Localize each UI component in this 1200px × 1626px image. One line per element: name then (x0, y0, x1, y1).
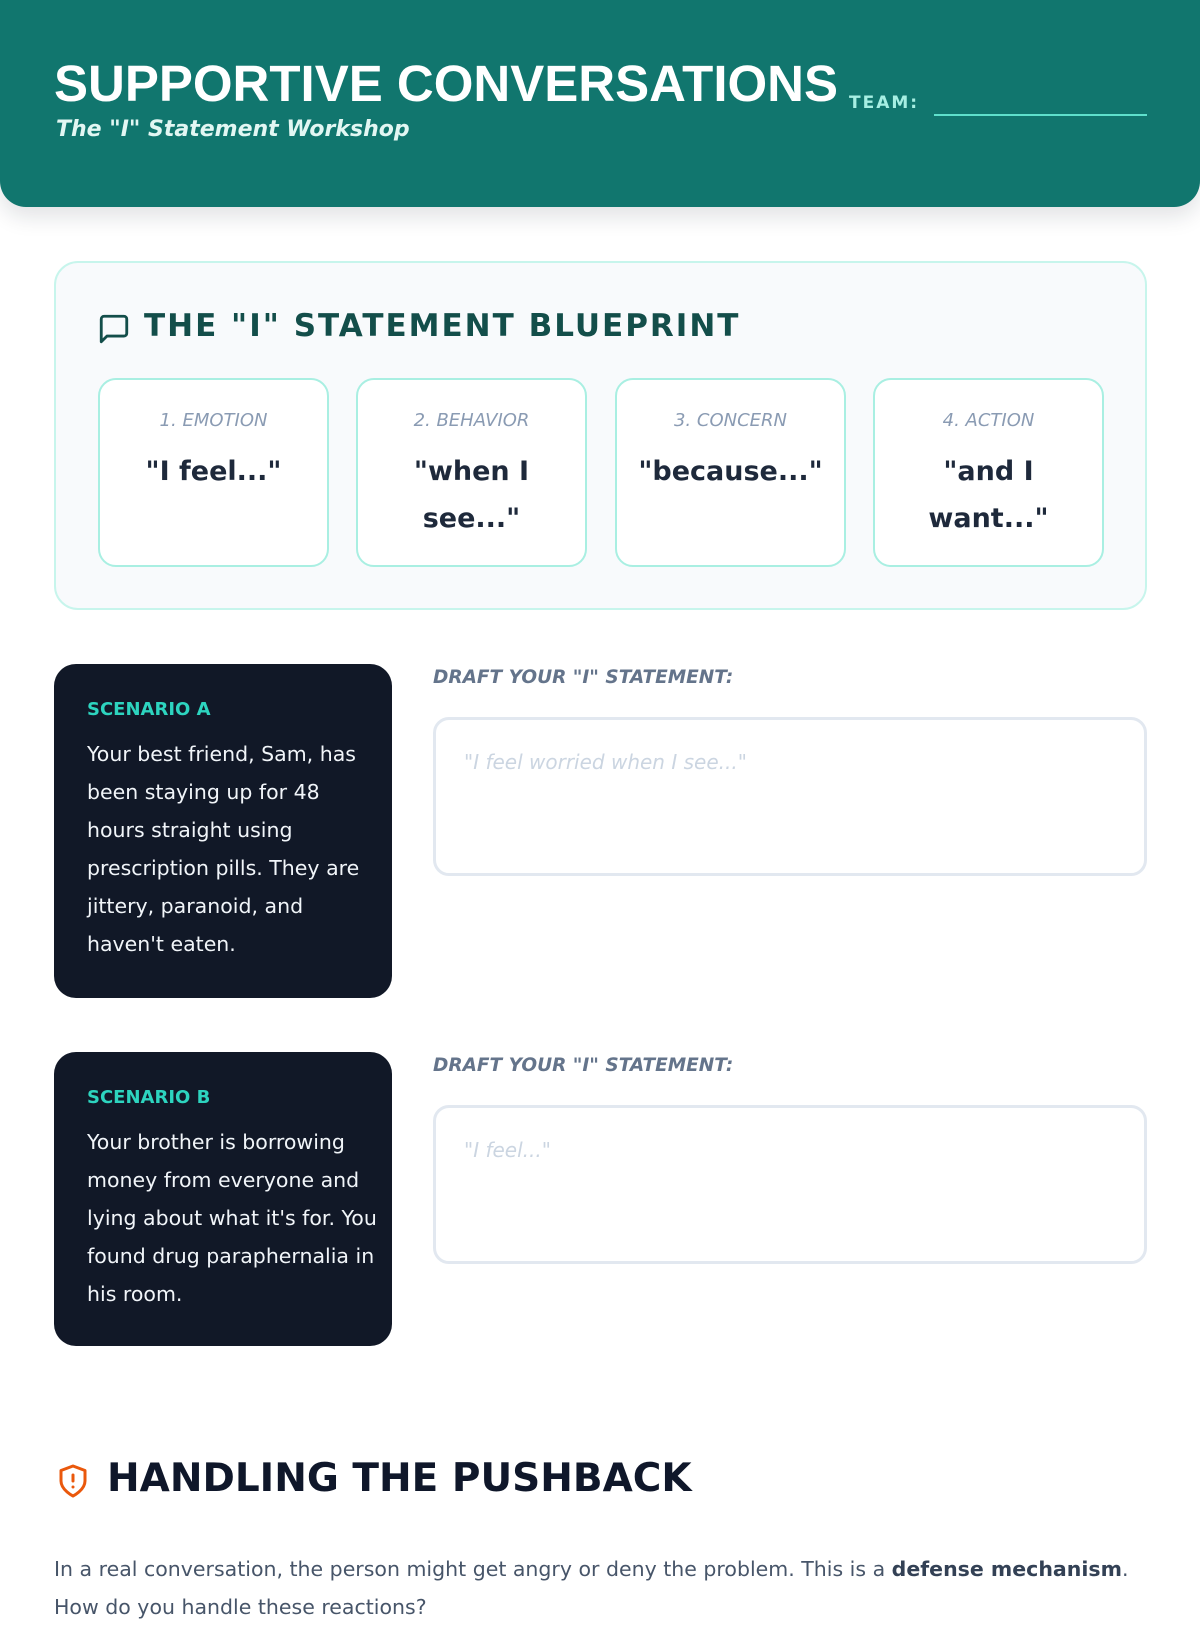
step-phrase: "because..." (638, 456, 823, 487)
scenario-card-b (54, 1052, 392, 1346)
blueprint-panel (54, 261, 1147, 610)
step-phrase: "I feel..." (145, 456, 282, 487)
blueprint-step-behavior (356, 378, 587, 567)
draft-label-a: DRAFT YOUR "I" STATEMENT: (433, 667, 734, 688)
page-subtitle: The "I" Statement Workshop (56, 117, 410, 142)
page-title: SUPPORTIVE CONVERSATIONS (54, 55, 839, 112)
step-phrase: "when I see..." (413, 456, 530, 534)
step-label: 4. ACTION (942, 410, 1035, 431)
draft-input-b[interactable] (433, 1105, 1147, 1264)
step-label: 3. CONCERN (673, 410, 787, 431)
team-name-field[interactable] (934, 114, 1147, 116)
pushback-text-before: In a real conversation, the person might get angry or deny the problem. This is a (54, 1557, 892, 1581)
team-label: TEAM: (849, 93, 920, 113)
step-label: 2. BEHAVIOR (413, 410, 530, 431)
draft-label-b: DRAFT YOUR "I" STATEMENT: (433, 1055, 734, 1076)
blueprint-step-concern (615, 378, 846, 567)
step-label: 1. EMOTION (159, 410, 268, 431)
scenario-tag: SCENARIO A (87, 699, 211, 720)
pushback-text-after: . How do you handle these reactions? (54, 1557, 1129, 1619)
pushback-text-bold: defense mechanism (891, 1557, 1122, 1581)
chat-bubble-icon (97, 312, 131, 346)
step-phrase: "and I want..." (928, 456, 1049, 534)
scenario-card-a (54, 664, 392, 998)
scenario-text: Your brother is borrowing money from everyone and lying about what it's for. You found drug paraphernalia in his room. (87, 1130, 377, 1306)
blueprint-title: THE "I" STATEMENT BLUEPRINT (144, 308, 741, 344)
pushback-text (54, 1550, 1154, 1626)
blueprint-step-emotion (98, 378, 329, 567)
scenario-tag: SCENARIO B (87, 1087, 211, 1108)
shield-alert-icon (55, 1461, 91, 1501)
draft-input-a[interactable] (433, 717, 1147, 876)
pushback-title: HANDLING THE PUSHBACK (107, 1456, 692, 1501)
page-header (0, 0, 1200, 207)
scenario-text: Your best friend, Sam, has been staying up for 48 hours straight using prescription pills. They are jittery, paranoid, and haven't eaten. (87, 742, 360, 956)
blueprint-step-action (873, 378, 1104, 567)
